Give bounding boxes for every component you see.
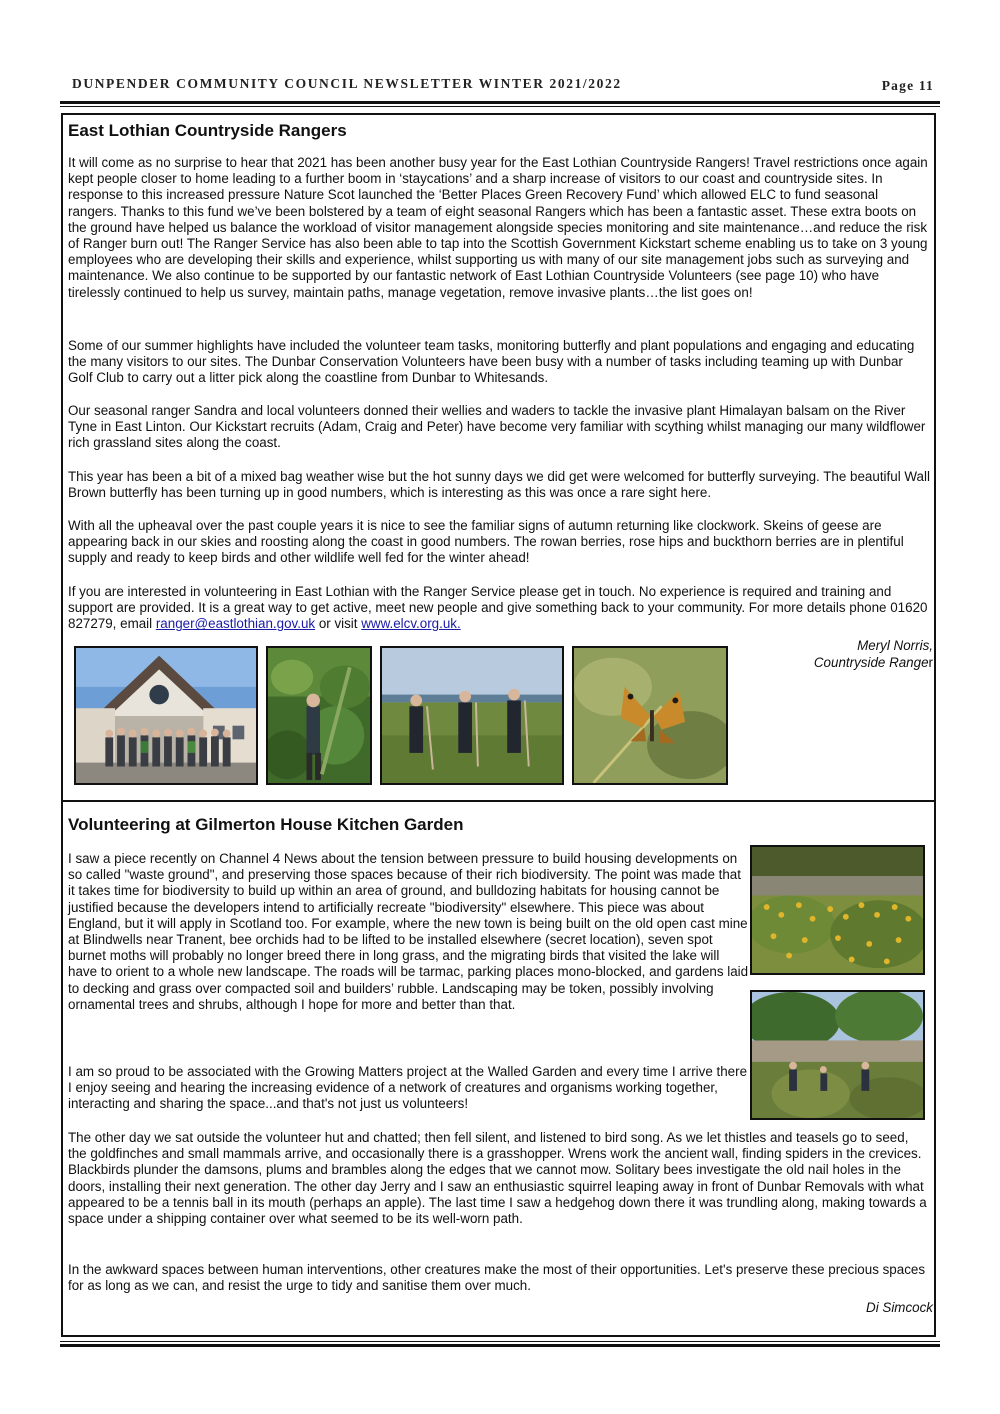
rangers-paragraph-6 bbox=[68, 584, 930, 633]
rangers-heading: East Lothian Countryside Rangers bbox=[68, 121, 347, 140]
gilmerton-paragraph-2: I am so proud to be associated with the Growing Matters project at the Walled Garden and every time I arrive there I enjoy seeing and hearing the increasing evidence of a network of creatures and organisms working together, interacting and sharing the space...and that's not just us volunteers! bbox=[68, 1064, 748, 1112]
rangers-paragraph-4: This year has been a bit of a mixed bag weather wise but the hot sunny days we did get were welcomed for butterfly surveying. The beautiful Wall Brown butterfly has been turning up in good numbers, which is interesting as this was once a rare sight here. bbox=[68, 469, 930, 501]
himalayan-balsam-photo bbox=[266, 646, 372, 785]
walled-garden-flowers-photo bbox=[750, 845, 925, 975]
elcv-website-link[interactable]: www.elcv.org.uk. bbox=[361, 616, 461, 632]
gilmerton-paragraph-1: I saw a piece recently on Channel 4 News about the tension between pressure to build housing developments on so called "waste ground", and preserving those spaces because of their rich biodiversity. The point was made that it takes time for biodiversity to build up within an area of ground, and bulldozing habitats for housing cannot be justified because the developers intend to artificially recreate "biodiversity" elsewhere. This piece was about England, but it will apply in Scotland too. For example, where the new town is being built on the old open cast mine at Blindwells near Tranent, bee orchids had to be lifted to be installed elsewhere (secret location), seven spot burnet moths will probably no longer breed there in long grass, and the migrating birds that visited the lake will have to orient to a whole new landscape. The roads will be tarmac, parking places mono-blocked, and gardens laid to decking and grass over compacted soil and builders’ rubble. Landscaping may be token, possibly involving ornamental trees and shrubs, although I hope for more and better than that. bbox=[68, 851, 749, 1012]
contact-visit-text: or visit bbox=[315, 616, 362, 632]
wall-brown-butterfly-image bbox=[574, 648, 726, 783]
walled-garden-flowers-image bbox=[752, 847, 923, 973]
gilmerton-signature: Di Simcock bbox=[866, 1300, 933, 1315]
kickstart-recruits-image bbox=[382, 648, 562, 783]
footer-rule-thin bbox=[60, 1341, 940, 1342]
gilmerton-paragraph-3: The other day we sat outside the volunteer hut and chatted; then fell silent, and listened to bird song. As we let thistles and teasels go to seed, the goldfinches and small mammals arrive, and occasionally there is a grasshopper. Wrens work the ancient wall, finding spiders in the crevices. Blackbirds plunder the damsons, plums and brambles along the edges that we cannot mow. Solitary bees investigate the old nail holes in the doors, installing their next generation. The other day Jerry and I saw an enthusiastic squirrel leaping away in front of Dunbar Removals with what appeared to be a tennis ball in its mouth (perhaps an apple). The last time I saw a hedgehog down there it was trundling along, making towards a space under a shipping container over what seemed to be its well-worn path. bbox=[68, 1130, 927, 1227]
walled-garden-volunteers-image bbox=[752, 992, 923, 1118]
page-number: Page 11 bbox=[881, 78, 934, 93]
rangers-paragraph-3: Our seasonal ranger Sandra and local volunteers donned their wellies and waders to tackle the invasive plant Himalayan balsam on the River Tyne in East Linton. Our Kickstart recruits (Adam, Craig and Peter) have become very familiar with scything whilst managing our many wildflower rich grassland sites along the coast. bbox=[68, 403, 926, 451]
ranger-email-link[interactable]: ranger@eastlothian.gov.uk bbox=[155, 616, 316, 632]
header-rule-thick bbox=[60, 101, 940, 104]
himalayan-balsam-image bbox=[268, 648, 370, 783]
rangers-signature bbox=[700, 638, 933, 671]
rangers-paragraph-2: Some of our summer highlights have included the volunteer team tasks, monitoring butterfly and plant populations and engaging and educating the many visitors to our sites. The Dunbar Conservation Volunteers have been busy with a number of tasks including teaming up with Dunbar Golf Club to carry out a litter pick along the coastline from Dunbar to Whitesands. bbox=[68, 338, 915, 386]
walled-garden-volunteers-photo bbox=[750, 990, 925, 1120]
signature-name: Meryl Norris, bbox=[857, 638, 933, 653]
newsletter-title: DUNPENDER COMMUNITY COUNCIL NEWSLETTER WINTER 2021/2022 bbox=[72, 76, 622, 91]
header-rule-thin bbox=[60, 106, 940, 107]
gilmerton-paragraph-4: In the awkward spaces between human interventions, other creatures make the most of their opportunities. Let's preserve these precious spaces for as long as we can, and resist the urge to tidy and sanitise them over much. bbox=[68, 1262, 926, 1294]
kickstart-recruits-photo bbox=[380, 646, 564, 785]
wall-brown-butterfly-photo bbox=[572, 646, 728, 785]
volunteers-group-photo bbox=[74, 646, 258, 785]
rangers-paragraph-5: With all the upheaval over the past couple years it is nice to see the familiar signs of autumn returning like clockwork. Skeins of geese are appearing back in our skies and roosting along the coast in good numbers. The rowan berries, rose hips and buckthorn berries are in plentiful supply and ready to keep birds and other wildlife well fed for the winter ahead! bbox=[68, 518, 904, 566]
page-header bbox=[72, 76, 934, 96]
footer-rule-thick bbox=[60, 1344, 940, 1347]
signature-role: Countryside Range bbox=[813, 654, 929, 670]
gilmerton-heading: Volunteering at Gilmerton House Kitchen Garden bbox=[68, 815, 464, 834]
volunteers-group-image bbox=[76, 648, 256, 783]
contact-text: If you are interested in volunteering in East Lothian with the Ranger Service please get in touch. No experience is required and training and support are provided. It is a great way to get active, meet new people and give something back to your community. For more details phone 01620 827279, email bbox=[68, 584, 928, 632]
rangers-paragraph-1: It will come as no surprise to hear that 2021 has been another busy year for the East Lothian Countryside Rangers! Travel restrictions once again kept people closer to home leading to a further boom in ‘staycations’ and a sharp increase of visitors to our coast and countryside sites. In response to this increased pressure Nature Scot launched the ‘Better Places Green Recovery Fund’ which allowed ELC to fund seasonal rangers. Thanks to this fund we’ve been bolstered by a team of eight seasonal Rangers which has been a fantastic asset. These extra boots on the ground have helped us balance the workload of visitor management alongside species monitoring and site maintenance…and reduce the risk of Ranger burn out! The Ranger Service has also been able to tap into the Scottish Government Kickstart scheme enabling us to take on 3 young employees who are developing their skills and experience, whilst supporting us with many of our site management jobs such as surveying and maintenance. We also continue to be supported by our fantastic network of East Lothian Countryside Volunteers (see page 10) who have tirelessly continued to help us survey, maintain paths, manage vegetation, remove invasive plants…the list goes on! bbox=[68, 155, 928, 300]
signature-role-end: r bbox=[928, 654, 933, 670]
